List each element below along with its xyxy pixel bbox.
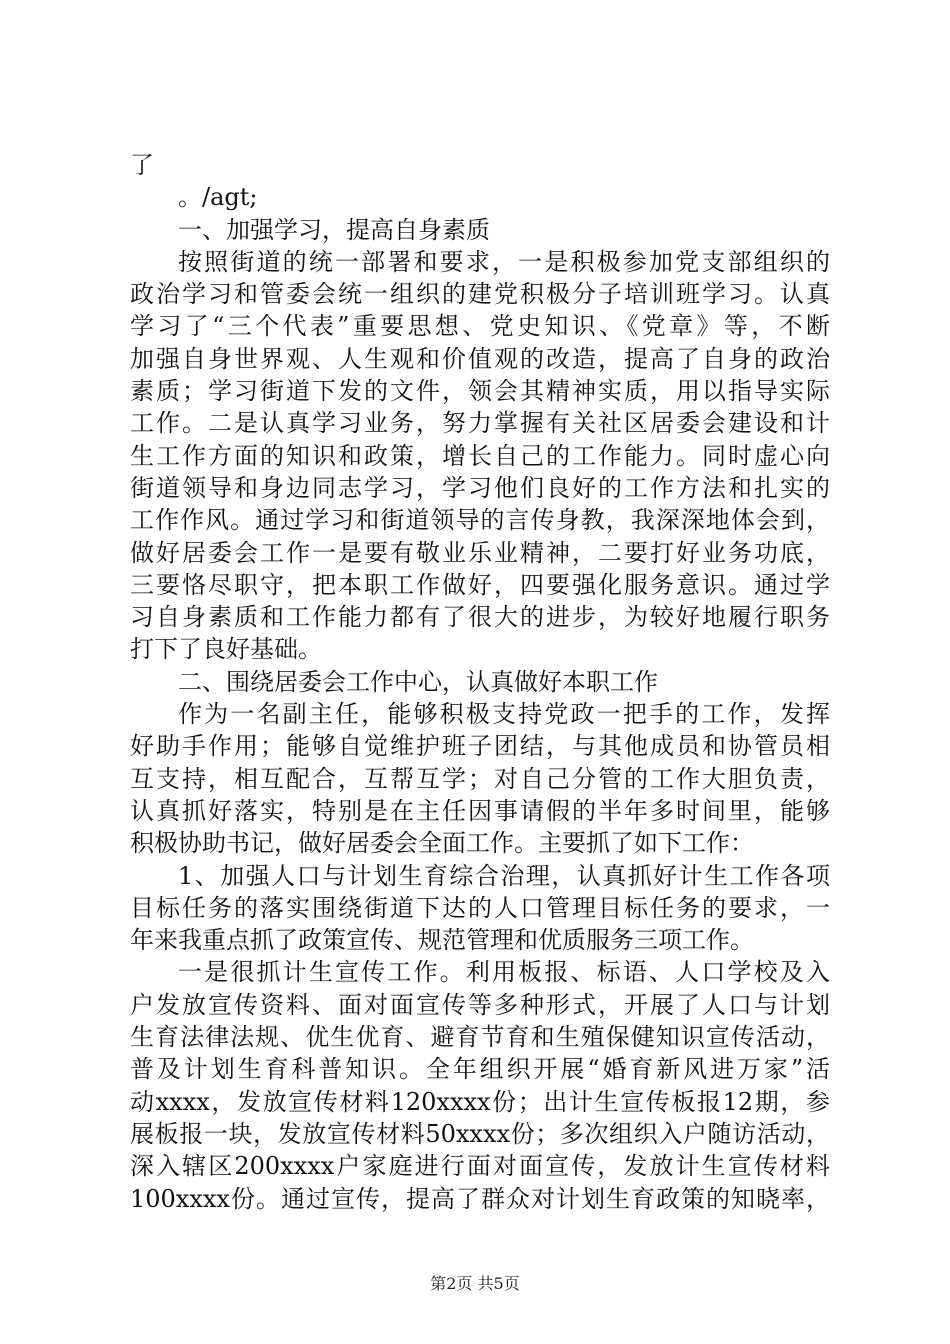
text-line: 习自身素质和工作能力都有了很大的进步，为较好地履行职务 [130, 603, 830, 632]
text-line: 户发放宣传资料、面对面宣传等多种形式，开展了人口与计划 [130, 990, 830, 1019]
text-line: 积极协助书记，做好居委会全面工作。主要抓了如下工作： [130, 829, 754, 858]
text-line: 展板报一块，发放宣传材料50xxxx份；多次组织入户随访活动， [130, 1119, 830, 1148]
document-body [130, 149, 830, 1215]
text-line: 学习了“三个代表”重要思想、党史知识、《党章》等，不断 [130, 312, 830, 341]
page-number-label: 第2页 共5页 [430, 1274, 520, 1293]
text-line: 一是很抓计生宣传工作。利用板报、标语、人口学校及入 [178, 958, 830, 987]
text-line: 工作作风。通过学习和街道领导的言传身教，我深深地体会到， [130, 506, 830, 535]
text-line: 作为一名副主任，能够积极支持党政一把手的工作，发挥 [178, 700, 830, 729]
text-line: 。/agt; [178, 183, 258, 212]
text-line: 做好居委会工作一是要有敬业乐业精神，二要打好业务功底， [130, 538, 830, 567]
text-line: 打下了良好基础。 [130, 635, 322, 664]
text-line: 政治学习和管委会统一组织的建党积极分子培训班学习。认真 [130, 280, 830, 309]
text-line: 素质；学习街道下发的文件，领会其精神实质，用以指导实际 [130, 377, 830, 406]
text-line: 互支持，相互配合，互帮互学；对自己分管的工作大胆负责， [130, 764, 830, 793]
text-line: 生育法律法规、优生优育、避育节育和生殖保健知识宣传活动， [130, 1023, 830, 1052]
text-line: 三要恪尽职守，把本职工作做好，四要强化服务意识。通过学 [130, 570, 830, 599]
page-footer [0, 1274, 950, 1294]
text-line: 街道领导和身边同志学习，学习他们良好的工作方法和扎实的 [130, 473, 830, 502]
text-line: 二、围绕居委会工作中心，认真做好本职工作 [178, 667, 658, 696]
text-line: 1、加强人口与计划生育综合治理，认真抓好计生工作各项 [178, 861, 830, 890]
text-line: 好助手作用；能够自觉维护班子团结，与其他成员和协管员相 [130, 732, 830, 761]
text-line: 目标任务的落实围绕街道下达的人口管理目标任务的要求，一 [130, 893, 830, 922]
text-line: 按照街道的统一部署和要求，一是积极参加党支部组织的 [178, 247, 830, 276]
text-line: 深入辖区200xxxx户家庭进行面对面宣传，发放计生宣传材料 [130, 1152, 830, 1181]
text-line: 生工作方面的知识和政策，增长自己的工作能力。同时虚心向 [130, 441, 830, 470]
text-line: 一、加强学习，提高自身素质 [178, 215, 490, 244]
text-line: 普及计划生育科普知识。全年组织开展“婚育新风进万家”活 [130, 1055, 830, 1084]
text-line: 年来我重点抓了政策宣传、规范管理和优质服务三项工作。 [130, 926, 754, 955]
text-line: 100xxxx份。通过宣传，提高了群众对计划生育政策的知晓率， [130, 1184, 830, 1213]
text-line: 认真抓好落实，特别是在主任因事请假的半年多时间里，能够 [130, 796, 830, 825]
text-line: 了 [130, 151, 154, 179]
text-line: 加强自身世界观、人生观和价值观的改造，提高了自身的政治 [130, 344, 830, 373]
text-line: 动xxxx，发放宣传材料120xxxx份；出计生宣传板报12期，参 [130, 1087, 830, 1116]
text-line: 工作。二是认真学习业务，努力掌握有关社区居委会建设和计 [130, 409, 830, 438]
